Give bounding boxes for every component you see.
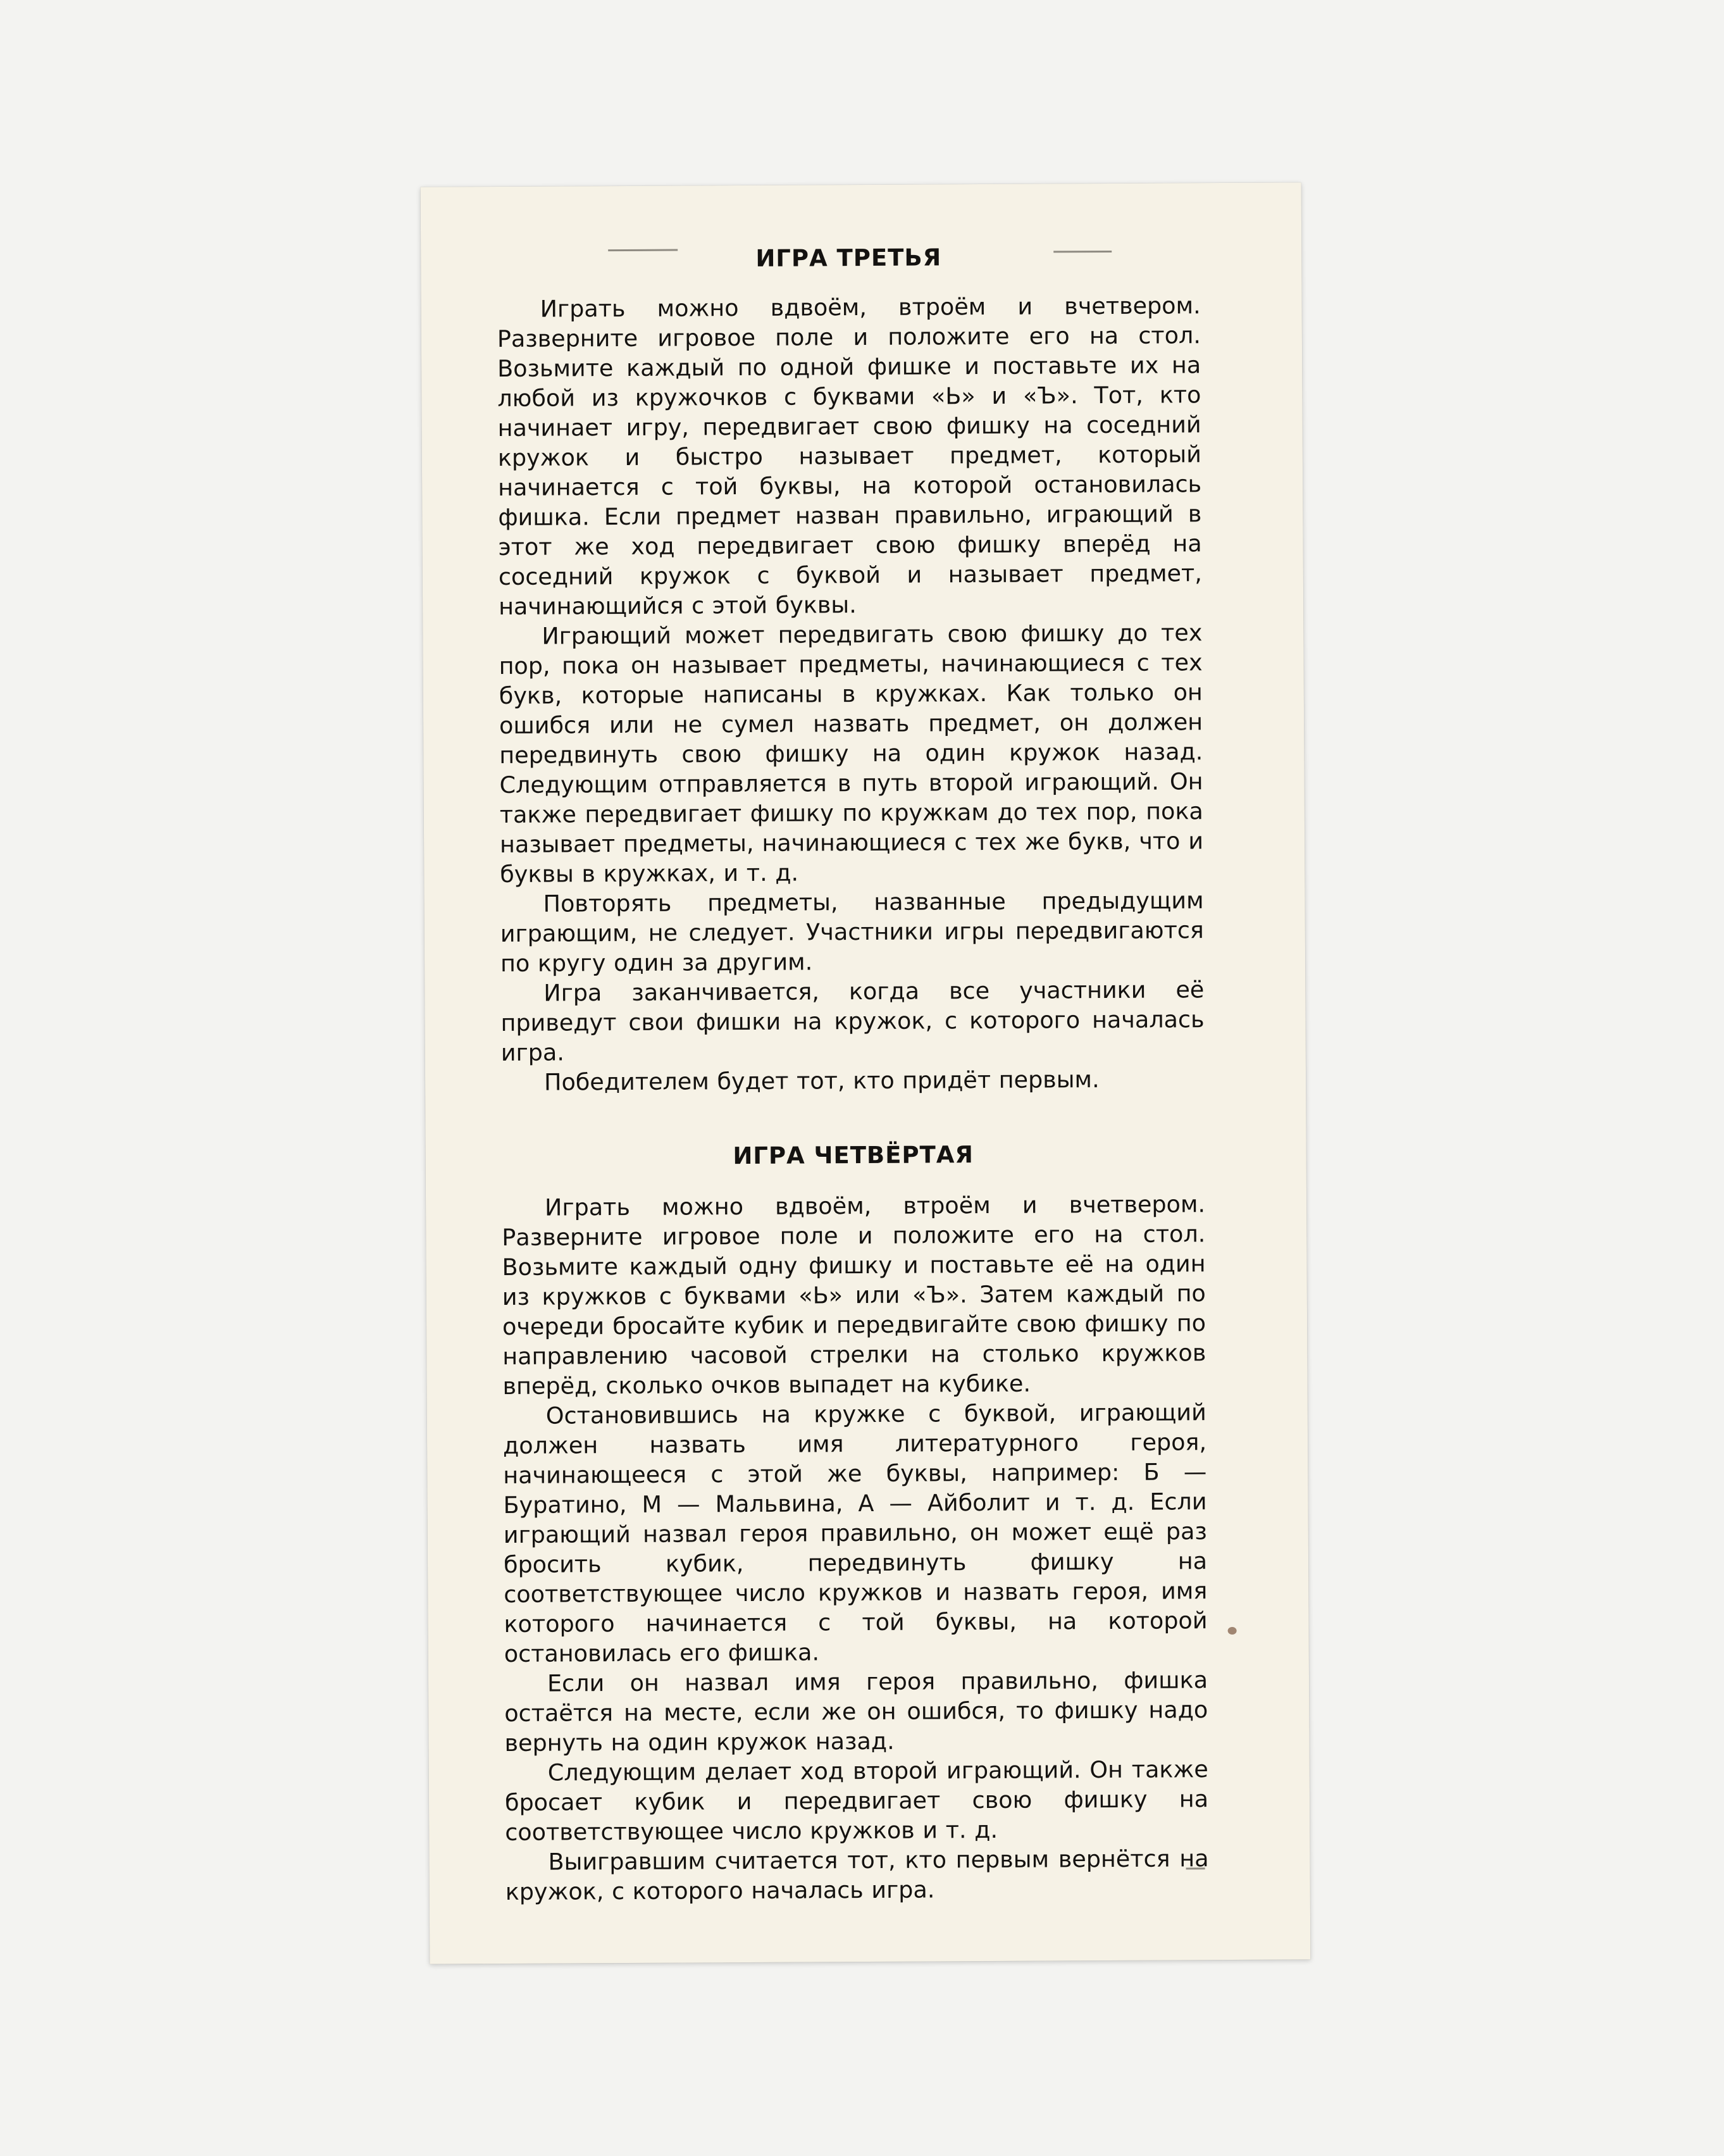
game-four-paragraph: Выигравшим считается тот, кто первым вернётся на кружок, с которого началась игра. [505,1845,1209,1905]
instruction-sheet [421,182,1311,1964]
game-four-paragraph: Следующим делает ход второй играющий. Он также бросает кубик и передвигает свою фишку на соответствующее число кружков и т. д. [504,1755,1209,1846]
game-three-paragraph: Игра заканчивается, когда все участники её приведут свои фишки на кружок, с которого началась игра. [500,976,1205,1067]
game-three-paragraph: Играющий может передвигать свою фишку до тех пор, пока он называет предметы, начинающиеся с тех букв, которые написаны в кружках. Как только он ошибся или не сумел назвать предмет, он должен передвинуть свою фишку на один кружок назад. Следующим отправляется в путь второй играющий. Он также передвигает фишку по кружкам до тех пор, пока называет предметы, начинающиеся с тех же букв, что и буквы в кружках, и т. д. [499,619,1204,888]
game-four-paragraph: Играть можно вдвоём, втроём и вчетвером. Разверните игровое поле и положите его на стол. Возьмите каждый одну фишку и поставьте её на один из кружков с буквами «Ь» или «Ъ». Затем каждый по очереди бросайте кубик и передвигайте свою фишку по направлению часовой стрелки на столько кружков вперёд, сколько очков выпадет на кубике. [502,1190,1206,1400]
game-four-paragraph: Остановившись на кружке с буквой, играющий должен назвать имя литературного героя, начинающееся с этой же буквы, например: Б — Буратино, М — Мальвина, А — Айболит и т. д. Если играющий назвал героя правильно, он может ещё раз бросить кубик, передвинуть фишку на соответствующее число кружков и назвать героя, имя которого начинается с той буквы, на которой остановилась его фишка. [502,1399,1208,1668]
text-column [497,183,1210,1964]
game-three-title: ИГРА ТРЕТЬЯ [755,244,942,272]
game-four-body [502,1189,1209,1907]
paper-stain [1228,1627,1237,1635]
game-three-paragraph: Победителем будет тот, кто придёт первым. [543,1066,1100,1096]
game-four-paragraph: Если он назвал имя героя правильно, фишка остаётся на месте, если же он ошибся, то фишку надо вернуть на один кружок назад. [504,1666,1208,1757]
game-three-body [497,290,1205,1097]
game-three-paragraph: Повторять предметы, названные предыдущим играющим, не следует. Участники игры передвигаются по кругу один за другим. [500,887,1204,978]
game-three-paragraph: Играть можно вдвоём, втроём и вчетвером. Разверните игровое поле и положите его на стол. Возьмите каждый по одной фишке и поставьте их на любой из кружочков с буквами «Ь» и «Ъ». Тот, кто начинает игру, передвигает свою фишку на соседний кружок и быстро называет предмет, который начинается с той буквы, на которой остановилась фишка. Если предмет назван правильно, играющий в этот же ход передвигает свою фишку вперёд на соседний кружок с буквой и называет предмет, начинающийся с этой буквы. [497,292,1202,621]
game-four-title: ИГРА ЧЕТВЁРТАЯ [733,1141,974,1170]
